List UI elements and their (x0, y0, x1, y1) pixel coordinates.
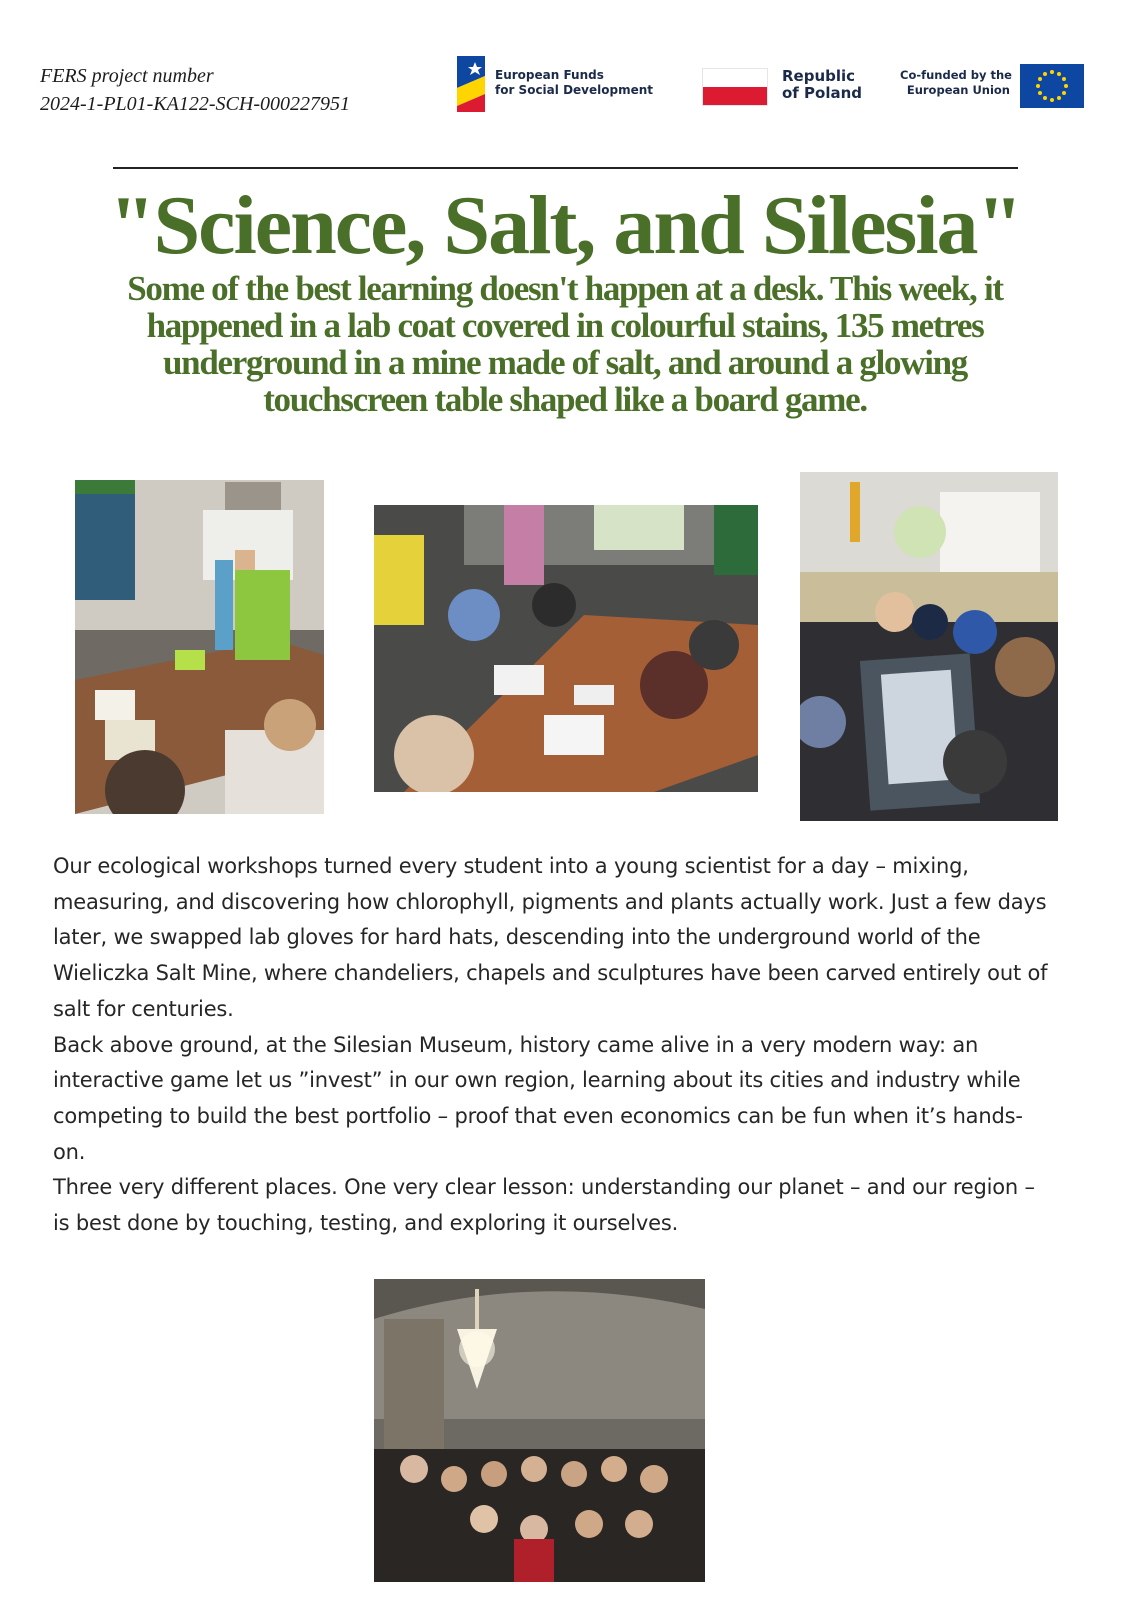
logo-line: European Funds (495, 68, 604, 82)
page-subtitle: Some of the best learning doesn't happen at a desk. This week, it happened in a lab coat covered in colourful stains, 135 metres underground in a mine made of salt, and around a glowing touchscreen table shaped like a board game. (127, 269, 1003, 419)
republic-of-poland-logo (702, 60, 872, 110)
eu-cofunded-logo (900, 62, 1090, 110)
header-divider (113, 167, 1018, 169)
body-paragraph: Three very different places. One very clear lesson: understanding our planet – and our region – is best done by touching, testing, and exploring it ourselves. (53, 1175, 1035, 1236)
logo-line: of Poland (782, 84, 863, 102)
european-funds-emblem-icon (455, 54, 489, 114)
project-number: 2024-1-PL01-KA122-SCH-000227951 (40, 93, 350, 115)
article-body (53, 849, 1053, 1242)
logo-line: for Social Development (495, 83, 653, 97)
body-paragraph: Back above ground, at the Silesian Museum, history came alive in a very modern way: an interactive game let us ”invest” in our own region, learning about its cities and industry while competing to build the best portfolio – proof that even economics can be fun when it’s hands-on. (53, 1032, 1023, 1164)
workshop-photo-2 (374, 505, 758, 792)
page-title: "Science, Salt, and Silesia" (108, 179, 1022, 272)
museum-game-photo (800, 472, 1058, 821)
logo-line: Co-funded by the (900, 68, 1012, 82)
salt-mine-group-photo (374, 1279, 705, 1582)
project-number-block (40, 62, 350, 118)
poland-flag-icon (702, 68, 768, 106)
project-label: FERS project number (40, 65, 214, 87)
body-paragraph: Our ecological workshops turned every student into a young scientist for a day – mixing, measuring, and discovering how chlorophyll, pigments and plants actually work. Just a few days later, we swapped lab gloves for hard hats, descending into the underground world of the Wieliczka Salt Mine, where chandeliers, chapels and sculptures have been carved entirely out of salt for centuries. (53, 854, 1048, 1021)
workshop-photo-1 (75, 480, 324, 814)
european-funds-logo (455, 52, 653, 116)
logo-line: Republic (782, 67, 856, 85)
logo-line: European Union (906, 83, 1010, 97)
eu-flag-icon (1020, 64, 1084, 108)
